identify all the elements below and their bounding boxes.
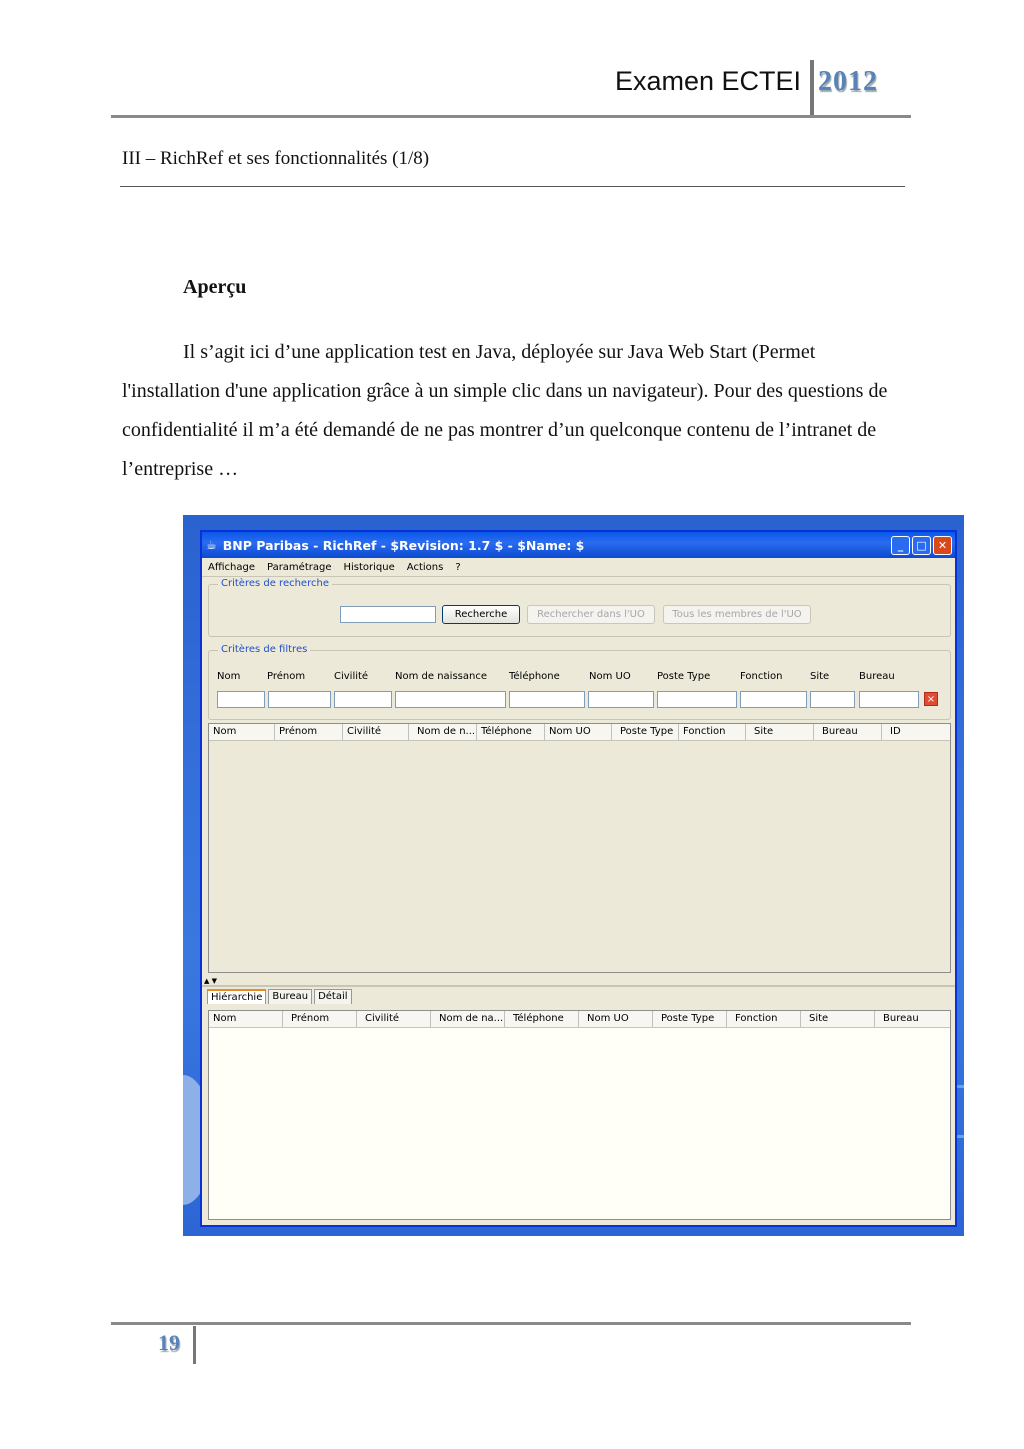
menu-affichage[interactable]: Affichage	[208, 561, 255, 573]
filter-criteria-group	[208, 644, 951, 720]
results-col-nom-naissance[interactable]: Nom de n...	[409, 724, 477, 740]
java-app-icon: ☕	[206, 538, 217, 552]
splitter-arrows-icon[interactable]: ▲ ▼	[204, 977, 217, 985]
filter-label-poste-type: Poste Type	[657, 671, 711, 682]
page-number: 19	[158, 1330, 180, 1355]
clear-filters-icon[interactable]: ×	[924, 692, 938, 706]
results-col-nom[interactable]: Nom	[209, 724, 275, 740]
hierarchy-col-bureau[interactable]: Bureau	[883, 1013, 919, 1024]
hierarchy-col-nom-naissance[interactable]: Nom de na...	[431, 1011, 505, 1027]
filter-label-bureau: Bureau	[859, 671, 895, 682]
body-paragraph	[122, 333, 912, 489]
results-col-bureau[interactable]: Bureau	[814, 724, 882, 740]
results-col-prenom[interactable]: Prénom	[275, 724, 343, 740]
maximize-button[interactable]: □	[912, 536, 931, 555]
section-rule	[120, 186, 905, 187]
results-col-fonction[interactable]: Fonction	[679, 724, 746, 740]
hierarchy-table-header	[209, 1011, 950, 1028]
hierarchy-col-site[interactable]: Site	[801, 1011, 875, 1027]
results-col-telephone[interactable]: Téléphone	[477, 724, 545, 740]
menu-historique[interactable]: Historique	[343, 561, 395, 573]
search-input[interactable]	[340, 606, 436, 623]
filter-telephone-field[interactable]	[509, 691, 585, 708]
all-uo-members-button[interactable]: Tous les membres de l'UO	[663, 605, 811, 624]
filter-label-nom-uo: Nom UO	[589, 671, 631, 682]
splitter-bar[interactable]	[202, 985, 955, 987]
search-in-uo-button[interactable]: Rechercher dans l'UO	[527, 605, 655, 624]
menu-bar	[202, 558, 955, 577]
results-col-nom-uo[interactable]: Nom UO	[545, 724, 612, 740]
close-button[interactable]: ✕	[933, 536, 952, 555]
filter-label-prenom: Prénom	[267, 671, 306, 682]
filter-label-nom: Nom	[217, 671, 241, 682]
tab-detail[interactable]: Détail	[314, 989, 351, 1004]
search-button[interactable]: Recherche	[442, 605, 520, 624]
richref-window	[200, 530, 957, 1227]
tab-hierarchie[interactable]: Hiérarchie	[207, 989, 266, 1004]
hierarchy-col-fonction[interactable]: Fonction	[727, 1011, 801, 1027]
filter-label-fonction: Fonction	[740, 671, 783, 682]
minimize-button[interactable]: _	[891, 536, 910, 555]
section-title: III – RichRef et ses fonctionnalités (1/8)	[122, 148, 430, 169]
window-titlebar[interactable]	[202, 532, 955, 558]
heading-apercu: Aperçu	[183, 276, 247, 298]
application-screenshot	[183, 515, 964, 1236]
search-criteria-group	[208, 578, 951, 637]
filter-label-civilite: Civilité	[334, 671, 369, 682]
results-col-id[interactable]: ID	[890, 726, 901, 737]
desktop-wallpaper-mark	[956, 1135, 964, 1138]
hierarchy-col-poste-type[interactable]: Poste Type	[653, 1011, 727, 1027]
document-header-title: Examen ECTEI	[614, 66, 801, 96]
filter-poste-type-field[interactable]	[657, 691, 737, 708]
header-rule	[111, 115, 911, 118]
menu-actions[interactable]: Actions	[406, 561, 444, 573]
hierarchy-table[interactable]	[208, 1010, 951, 1220]
results-col-civilite[interactable]: Civilité	[343, 724, 409, 740]
filter-site-field[interactable]	[810, 691, 855, 708]
footer-divider	[193, 1326, 196, 1364]
window-title: BNP Paribas - RichRef - $Revision: 1.7 $ - $Name: $	[222, 537, 585, 553]
menu-parametrage[interactable]: Paramétrage	[266, 561, 332, 573]
filter-criteria-legend: Critères de filtres	[218, 644, 310, 655]
hierarchy-col-nom-uo[interactable]: Nom UO	[579, 1011, 653, 1027]
desktop-wallpaper-mark	[956, 1085, 964, 1088]
filter-label-telephone: Téléphone	[509, 671, 560, 682]
filter-nom-naissance-field[interactable]	[395, 691, 506, 708]
filter-nom-field[interactable]	[217, 691, 265, 708]
filter-nom-uo-field[interactable]	[588, 691, 654, 708]
results-col-site[interactable]: Site	[746, 724, 814, 740]
filter-fonction-field[interactable]	[740, 691, 807, 708]
results-table[interactable]	[208, 723, 951, 973]
hierarchy-col-telephone[interactable]: Téléphone	[505, 1011, 579, 1027]
menu-help[interactable]: ?	[455, 561, 461, 573]
filter-prenom-field[interactable]	[268, 691, 331, 708]
results-table-header	[209, 724, 950, 741]
header-divider	[810, 60, 814, 116]
filter-civilite-field[interactable]	[334, 691, 392, 708]
search-criteria-legend: Critères de recherche	[218, 578, 332, 589]
results-col-poste-type[interactable]: Poste Type	[612, 724, 679, 740]
hierarchy-col-prenom[interactable]: Prénom	[283, 1011, 357, 1027]
tab-bureau[interactable]: Bureau	[268, 989, 312, 1004]
body-paragraph-text: Il s’agit ici d’une application test en Java, déployée sur Java Web Start (Permet l'installation d'une application grâce à un simple clic dans un navigateur). Pour des questions de confidentialité il m’a été demandé de ne pas montrer d’un quelconque contenu de l’intranet de l’entreprise …	[122, 341, 888, 480]
footer-rule	[111, 1322, 911, 1325]
filter-label-nom-naissance: Nom de naissance	[395, 671, 487, 682]
hierarchy-col-nom[interactable]: Nom	[209, 1011, 283, 1027]
detail-tabs	[207, 989, 352, 1004]
filter-bureau-field[interactable]	[859, 691, 919, 708]
document-header-year: 2012	[818, 66, 878, 97]
hierarchy-col-civilite[interactable]: Civilité	[357, 1011, 431, 1027]
filter-label-site: Site	[810, 671, 830, 682]
